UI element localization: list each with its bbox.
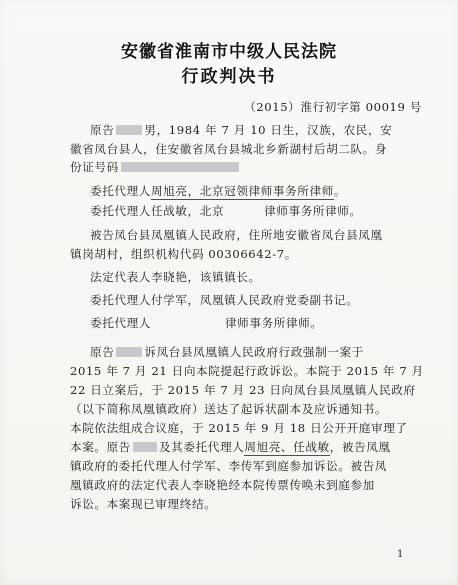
case-line-3: 22 日立案后，于 2015 年 7 月 23 日向凤台县凤凰镇人民政府 bbox=[70, 383, 416, 397]
plaintiff-line-2: 徽省凤台县人，住安徽省凤台县城北乡新湖村后胡二队。身 bbox=[70, 142, 388, 156]
redacted-name-2 bbox=[116, 347, 142, 357]
plaintiff-line-1 bbox=[90, 123, 430, 138]
case-line-2: 2015 年 7 月 21 日向本院提起行政诉讼。本院于 2015 年 7 月 bbox=[70, 364, 424, 378]
plaintiff-label: 原告 bbox=[90, 123, 115, 137]
defendant-line-2: 镇岗胡村，组织机构代码 00306642-7。 bbox=[70, 247, 297, 261]
agent-line-2 bbox=[90, 204, 430, 219]
legal-rep-line: 法定代表人李晓艳，该镇镇长。 bbox=[90, 270, 261, 284]
case6-a: 本案。原告 bbox=[70, 440, 131, 454]
agent3-end: 律师事务所律师。 bbox=[224, 316, 323, 330]
redacted-name-3 bbox=[133, 442, 157, 452]
page-number: 1 bbox=[397, 549, 404, 560]
blank-gap-2 bbox=[153, 318, 223, 328]
plaintiff-line-3 bbox=[70, 160, 430, 175]
case-line-6 bbox=[70, 440, 430, 455]
plaintiff-info: 男，1984 年 7 月 10 日生，汉族，农民，安 bbox=[144, 123, 393, 137]
case-line-9: 诉讼。本案现已审理终结。 bbox=[70, 497, 217, 511]
case-line-5: 本院依法组成合议庭，于 2015 年 9 月 18 日公开开庭审理了 bbox=[70, 421, 408, 435]
case6-d: ，被告凤凰 bbox=[329, 440, 391, 454]
agent3-label: 委托代理人 bbox=[90, 316, 151, 330]
agents-highlight: 周旭亮、任战敏 bbox=[244, 440, 330, 454]
defendant-line-1: 被告凤台县凤凰镇人民政府，住所地安徽省凤台县凤凰 bbox=[90, 228, 383, 242]
document-type: 行政判决书 bbox=[181, 67, 277, 87]
case-text: 诉凤台县凤凰镇人民政府行政强制一案于 bbox=[144, 345, 364, 359]
agent-label: 委托代理人 bbox=[90, 184, 151, 198]
redacted-name bbox=[116, 125, 142, 135]
case-line-4: （以下简称凤凰镇政府）送达了起诉状副本及应诉通知书。 bbox=[70, 402, 388, 416]
case-line-7: 镇政府的委托代理人付学军、李传军到庭参加诉讼。被告凤 bbox=[70, 459, 388, 473]
defendant-agent-line-2 bbox=[90, 316, 430, 331]
case-number: （2015）淮行初字第 00019 号 bbox=[244, 100, 422, 114]
case-line-1 bbox=[90, 345, 430, 360]
redacted-id bbox=[121, 162, 239, 172]
blank-gap bbox=[226, 206, 262, 216]
agent-line-1 bbox=[90, 184, 430, 199]
agent-end: 。 bbox=[333, 184, 347, 198]
case6-b: 及其委托代理人 bbox=[158, 440, 245, 454]
case-plaintiff-label: 原告 bbox=[90, 345, 115, 359]
agent-name-highlight: 周旭亮，北京冠领律师事务所律师 bbox=[150, 184, 334, 198]
defendant-agent-line-1: 委托代理人付学军，凤凰镇人民政府党委副书记。 bbox=[90, 293, 359, 307]
id-label: 份证号码 bbox=[70, 160, 119, 174]
agent2-end: 律师事务所律师。 bbox=[264, 204, 362, 218]
case-line-8: 凰镇政府的法定代表人李晓艳经本院传票传唤未到庭参加 bbox=[70, 478, 375, 492]
agent2-text: 委托代理人任战敏，北京 bbox=[90, 204, 225, 218]
court-name: 安徽省淮南市中级人民法院 bbox=[121, 42, 337, 62]
